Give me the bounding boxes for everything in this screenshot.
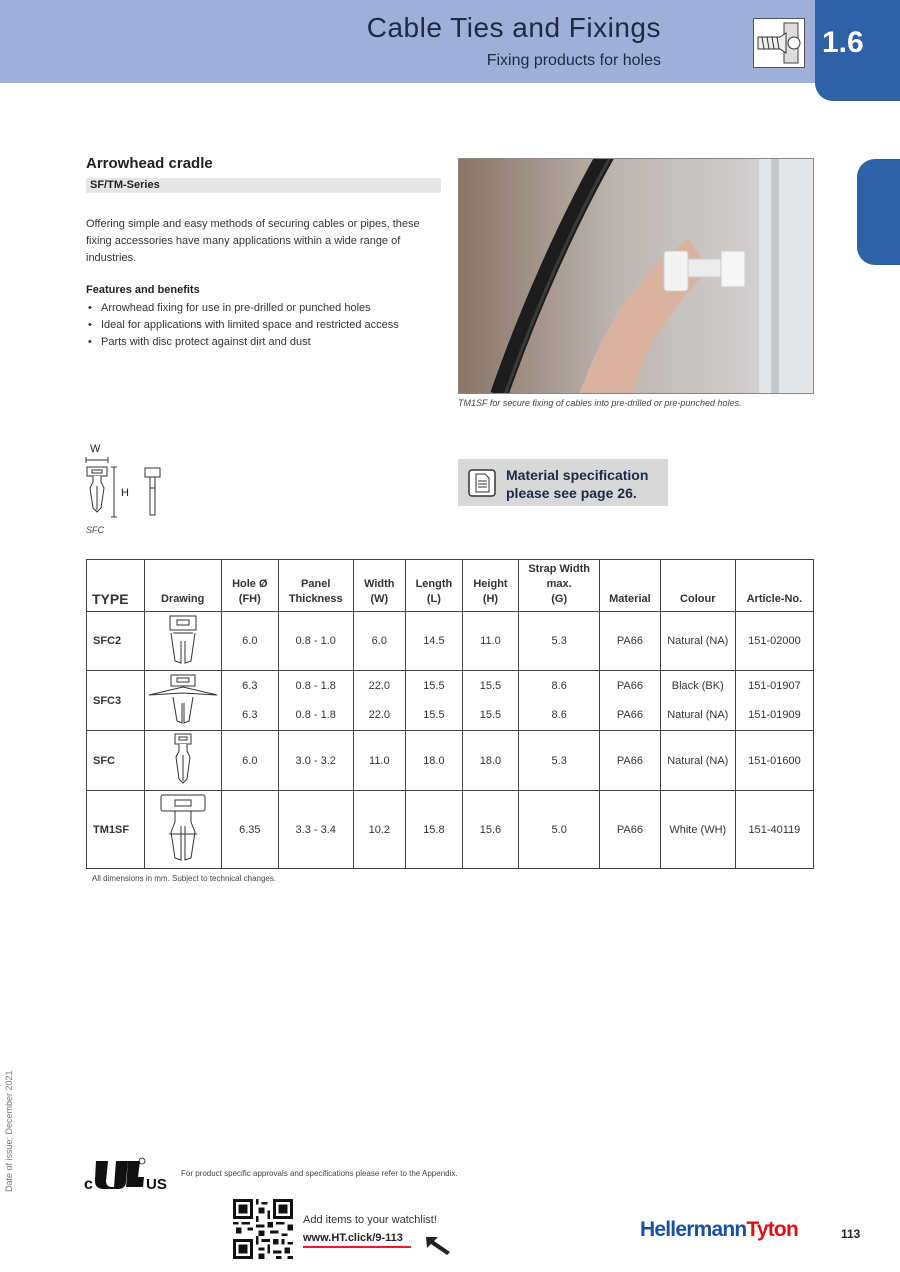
dimension-drawing [84, 440, 174, 520]
th-type: TYPE [87, 560, 145, 612]
features-list [86, 300, 399, 351]
cell-hole: 6.35 [221, 791, 278, 869]
watchlist-link[interactable]: www.HT.click/9-113 [303, 1232, 403, 1244]
cell-colour: White (WH) [660, 791, 735, 869]
table-row [87, 791, 814, 869]
product-photo [458, 158, 814, 394]
cell-colour: Natural (NA) [660, 612, 735, 671]
side-tab [857, 159, 900, 265]
cell-length: 14.5 [406, 612, 463, 671]
svg-text:c: c [84, 1176, 93, 1191]
th-drawing: Drawing [144, 560, 221, 612]
watchlist-text: Add items to your watchlist! [303, 1214, 437, 1226]
sfc3-drawing [147, 671, 219, 727]
cell-material: PA66 [600, 612, 661, 671]
table-header-row [87, 560, 814, 612]
th-colour: Colour [660, 560, 735, 612]
cell-colour: Natural (NA) [660, 701, 735, 731]
cell-strap: 8.6 [519, 701, 600, 731]
cell-panel: 0.8 - 1.0 [278, 612, 353, 671]
cell-length: 15.8 [406, 791, 463, 869]
cell-drawing [144, 612, 221, 671]
table-row [87, 731, 814, 791]
th-width: Width (W) [353, 560, 406, 612]
spec-table [86, 559, 814, 869]
drawing-caption: SFC [86, 525, 104, 535]
cell-height: 18.0 [462, 731, 519, 791]
product-title: Arrowhead cradle [86, 155, 213, 172]
cell-height: 15.5 [462, 701, 519, 731]
photo-caption: TM1SF for secure fixing of cables into pre-drilled or pre-punched holes. [458, 398, 742, 408]
material-spec-line2: please see page 26. [506, 485, 637, 501]
cULus-logo [84, 1155, 168, 1191]
cell-width: 11.0 [353, 731, 406, 791]
cell-drawing [144, 791, 221, 869]
cell-hole: 6.0 [221, 612, 278, 671]
series-bar [86, 178, 441, 193]
svg-text:US: US [146, 1176, 167, 1191]
cell-hole: 6.0 [221, 731, 278, 791]
intro-paragraph: Offering simple and easy methods of securing cables or pipes, these fixing accessories have many applications within a wide range of industries. [86, 218, 420, 264]
th-length: Length (L) [406, 560, 463, 612]
cell-hole: 6.3 [221, 671, 278, 701]
cell-length: 18.0 [406, 731, 463, 791]
cell-width: 6.0 [353, 612, 406, 671]
cell-type: SFC [87, 731, 145, 791]
document-icon [468, 469, 496, 497]
link-underline [303, 1246, 411, 1248]
cell-panel: 3.0 - 3.2 [278, 731, 353, 791]
cell-article: 151-01600 [735, 731, 813, 791]
cell-drawing [144, 671, 221, 731]
cell-width: 10.2 [353, 791, 406, 869]
cell-panel: 3.3 - 3.4 [278, 791, 353, 869]
qr-code[interactable] [233, 1199, 293, 1259]
cell-type: SFC3 [87, 671, 145, 731]
cell-strap: 5.0 [519, 791, 600, 869]
cell-panel: 0.8 - 1.8 [278, 671, 353, 701]
chapter-number: 1.6 [822, 26, 864, 59]
feature-item: • Ideal for applications with limited space and restricted access [86, 317, 399, 334]
cell-article: 151-02000 [735, 612, 813, 671]
cell-panel: 0.8 - 1.8 [278, 701, 353, 731]
cell-material: PA66 [600, 701, 661, 731]
cell-width: 22.0 [353, 701, 406, 731]
cell-height: 11.0 [462, 612, 519, 671]
cell-material: PA66 [600, 731, 661, 791]
table-row [87, 671, 814, 701]
tm1sf-drawing [153, 792, 213, 864]
cell-material: PA66 [600, 791, 661, 869]
feature-item: • Arrowhead fixing for use in pre-drilled or punched holes [86, 300, 399, 317]
cell-material: PA66 [600, 671, 661, 701]
header-subtitle: Fixing products for holes [486, 52, 661, 69]
cell-strap: 5.3 [519, 731, 600, 791]
table-note: All dimensions in mm. Subject to technical changes. [92, 874, 277, 883]
material-spec-line1: Material specification [506, 467, 649, 483]
cell-colour: Natural (NA) [660, 731, 735, 791]
series-label: SF/TM-Series [90, 179, 160, 191]
th-panel: Panel Thickness [278, 560, 353, 612]
sfc-drawing [163, 731, 203, 787]
cell-type: TM1SF [87, 791, 145, 869]
cell-article: 151-01909 [735, 701, 813, 731]
dim-label-w: W [90, 443, 101, 455]
cell-type: SFC2 [87, 612, 145, 671]
cell-width: 22.0 [353, 671, 406, 701]
cell-article: 151-40119 [735, 791, 813, 869]
features-title: Features and benefits [86, 284, 200, 296]
th-height: Height (H) [462, 560, 519, 612]
cell-colour: Black (BK) [660, 671, 735, 701]
table-row [87, 612, 814, 671]
cell-length: 15.5 [406, 701, 463, 731]
feature-item: • Parts with disc protect against dirt and dust [86, 334, 399, 351]
cell-height: 15.6 [462, 791, 519, 869]
sfc2-drawing [153, 613, 213, 667]
cell-strap: 8.6 [519, 671, 600, 701]
approvals-note: For product specific approvals and specifications please refer to the Appendix. [181, 1169, 458, 1178]
material-spec-box[interactable] [458, 459, 668, 506]
header-band [0, 0, 815, 83]
page-number: 113 [841, 1227, 861, 1241]
cell-length: 15.5 [406, 671, 463, 701]
screw-in-hole-icon [753, 18, 805, 68]
cell-strap: 5.3 [519, 612, 600, 671]
pointer-arrow-icon [424, 1234, 454, 1256]
th-article: Article-No. [735, 560, 813, 612]
brand-logo: HellermannTyton [640, 1218, 798, 1241]
cell-drawing [144, 731, 221, 791]
dim-label-h: H [121, 487, 129, 499]
date-of-issue: Date of issue: December 2021 [4, 1070, 14, 1192]
th-hole: Hole Ø (FH) [221, 560, 278, 612]
th-strap: Strap Width max. (G) [519, 560, 600, 612]
th-material: Material [600, 560, 661, 612]
header-title: Cable Ties and Fixings [366, 12, 661, 43]
cell-height: 15.5 [462, 671, 519, 701]
cell-article: 151-01907 [735, 671, 813, 701]
cell-hole: 6.3 [221, 701, 278, 731]
